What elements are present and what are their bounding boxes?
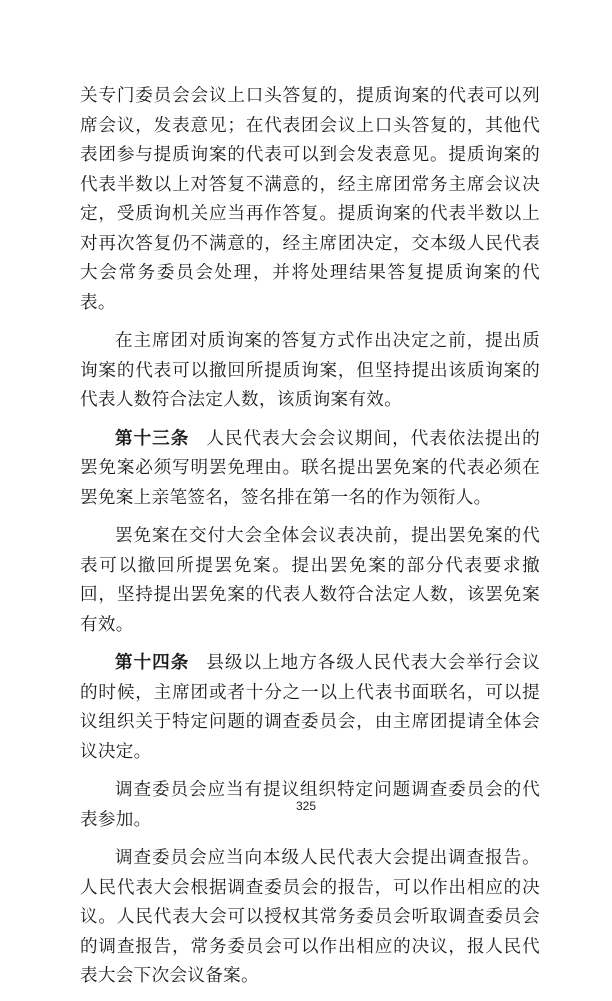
paragraph-text: 在主席团对质询案的答复方式作出决定之前，提出质询案的代表可以撤回所提质询案，但坚持提出该质询案的代表人数符合法定人数，该质询案有效。 (80, 331, 540, 410)
paragraph-text: 调查委员会应当向本级人民代表大会提出调查报告。人民代表大会根据调查委员会的报告，可以作出相应的决议。人民代表大会可以授权其常务委员会听取调查委员会的调查报告，常务委员会可以作出相应的决议，报人民代表大会下次会议备案。 (80, 848, 540, 986)
article-number: 第十四条 (115, 653, 190, 673)
paragraph-text: 县级以上地方各级人民代表大会举行会议的时候，主席团或者十分之一以上代表书面联名，可以提议组织关于特定问题的调查委员会，由主席团提请全体会议决定。 (80, 653, 541, 762)
paragraph-text: 罢免案在交付大会全体会议表决前，提出罢免案的代表可以撤回所提罢免案。提出罢免案的部分代表要求撤回，坚持提出罢免案的代表人数符合法定人数，该罢免案有效。 (80, 526, 540, 635)
paragraph-text: 关专门委员会会议上口头答复的，提质询案的代表可以列席会议，发表意见；在代表团会议上口头答复的，其他代表团参与提质询案的代表可以到会发表意见。提质询案的代表半数以上对答复不满意的，经主席团常务主席会议决定，受质询机关应当再作答复。提质询案的代表半数以上对再次答复仍不满意的，经主席团决定，交本级人民代表大会常务委员会处理，并将处理结果答复提质询案的代表。 (80, 86, 540, 313)
paragraph-text: 调查委员会应当有提议组织特定问题调查委员会的代表参加。 (80, 780, 540, 830)
page-number: 325 (295, 799, 317, 813)
article-paragraph (80, 425, 540, 514)
paragraph-text: 人民代表大会会议期间，代表依法提出的罢免案必须写明罢免理由。联名提出罢免案的代表必须在罢免案上亲笔签名，签名排在第一名的作为领衔人。 (80, 428, 541, 508)
article-paragraph (80, 649, 540, 767)
paragraph (80, 522, 540, 640)
paragraph (80, 327, 540, 416)
paragraph (80, 82, 540, 318)
document-body (80, 82, 540, 1001)
article-number: 第十三条 (115, 428, 190, 449)
paragraph (80, 844, 540, 992)
